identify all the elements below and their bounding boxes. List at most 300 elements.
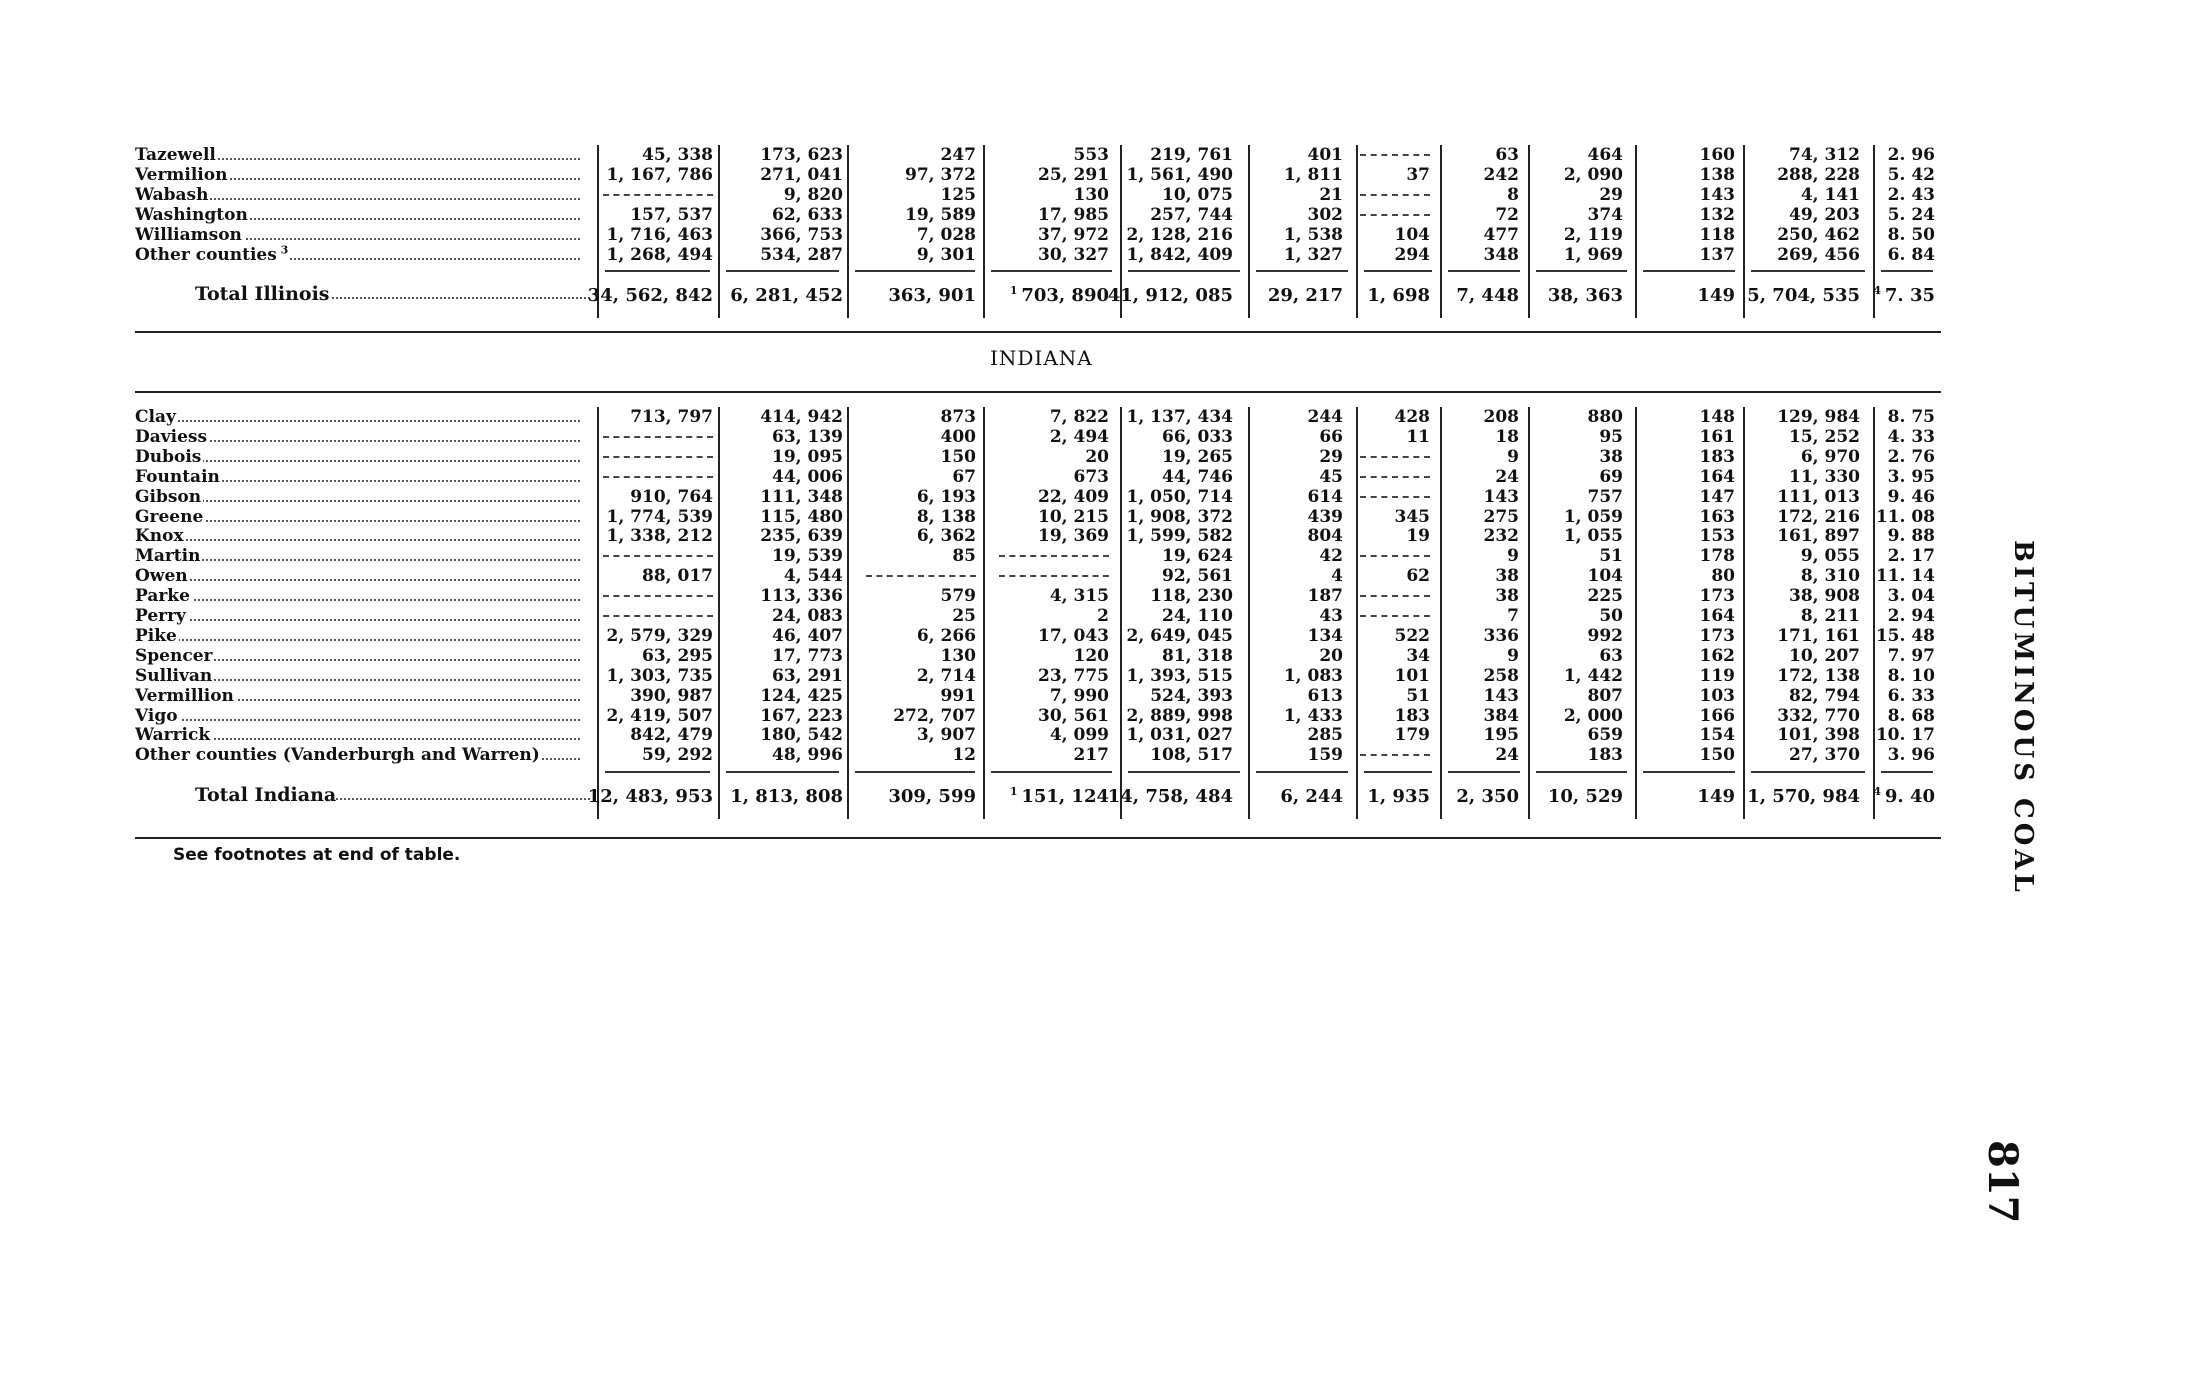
county-name: [135, 546, 590, 566]
table-cell: 348: [1483, 244, 1519, 265]
table-cell: 2. 94: [1887, 606, 1935, 626]
table-cell: 178: [1699, 546, 1735, 567]
table-cell: 37: [1406, 164, 1430, 185]
table-row: [135, 447, 1941, 467]
county-name: [135, 185, 590, 205]
table-cell: 66, 033: [1162, 426, 1233, 447]
total-cell: 10, 529: [1547, 786, 1623, 808]
empty-cell-dash: [1360, 456, 1430, 458]
indiana-heading: INDIANA: [990, 346, 1093, 370]
table-cell: 757: [1587, 486, 1623, 507]
subtotal-rule: [1643, 771, 1735, 773]
subtotal-rule: [1448, 270, 1520, 272]
table-cell: 104: [1587, 566, 1623, 587]
empty-cell-dash: [603, 456, 713, 458]
table-cell: 120: [1073, 645, 1109, 666]
table-cell: 15. 48: [1875, 625, 1935, 646]
running-head-text: BITUMINOUS COAL: [2008, 540, 2038, 896]
table-cell: 111, 348: [760, 486, 843, 507]
table-cell: 272, 707: [893, 705, 976, 726]
table-cell: 143: [1483, 685, 1519, 706]
county-name: [135, 725, 590, 745]
table-cell: 124, 425: [760, 685, 843, 706]
table-cell: 2, 889, 998: [1126, 705, 1233, 726]
table-cell: 81, 318: [1162, 645, 1233, 666]
leader-dots: [135, 599, 580, 601]
total-cell: 38, 363: [1547, 285, 1623, 307]
table-cell: 130: [940, 645, 976, 666]
table-row: [135, 646, 1941, 666]
table-cell: 614: [1307, 486, 1343, 507]
table-cell: 63: [1495, 145, 1519, 165]
county-label: Clay: [135, 407, 176, 427]
leader-dots: [135, 539, 580, 541]
table-cell: 9: [1507, 546, 1519, 567]
table-cell: 179: [1394, 725, 1430, 746]
county-label: Greene: [135, 506, 204, 527]
table-cell: 67: [952, 466, 976, 487]
table-row: [135, 666, 1941, 686]
table-cell: 9, 055: [1800, 546, 1860, 567]
table-cell: 524, 393: [1150, 685, 1233, 706]
table-cell: 24, 110: [1162, 606, 1233, 626]
page-number: [1979, 1140, 2040, 1224]
table-cell: 11. 08: [1875, 506, 1935, 527]
county-label: Daviess: [135, 426, 208, 447]
table-cell: 242: [1483, 164, 1519, 185]
total-cell: 12, 483, 953: [587, 786, 713, 808]
table-cell: 522: [1394, 625, 1430, 646]
table-cell: 150: [940, 446, 976, 467]
table-cell: 10. 17: [1875, 725, 1935, 746]
county-label: Other counties (Vanderburgh and Warren): [135, 745, 540, 766]
table-cell: 288, 228: [1777, 164, 1860, 185]
table-cell: 7, 822: [1049, 407, 1109, 427]
table-cell: 85: [952, 546, 976, 567]
table-cell: 401: [1307, 145, 1343, 165]
table-cell: 2. 43: [1887, 184, 1935, 205]
table-cell: 1, 055: [1563, 526, 1623, 547]
table-cell: 6, 362: [916, 526, 976, 547]
table-cell: 3. 04: [1887, 586, 1935, 607]
table-cell: 250, 462: [1777, 224, 1860, 245]
county-name: [135, 507, 590, 527]
table-cell: 3, 907: [916, 725, 976, 746]
total-cell: 7, 448: [1456, 285, 1519, 307]
table-row: [135, 507, 1941, 527]
table-cell: 104: [1394, 224, 1430, 245]
table-cell: 173: [1699, 586, 1735, 607]
total-cell: $^4$ 9. 40: [1873, 785, 1935, 808]
table-cell: 180, 542: [760, 725, 843, 746]
table-row: [135, 205, 1941, 225]
table-cell: 2. 96: [1887, 145, 1935, 165]
table-cell: 9, 301: [916, 244, 976, 265]
table-cell: 45: [1319, 466, 1343, 487]
illinois-bottom-rule: [135, 331, 1941, 333]
table-row: [135, 586, 1941, 606]
county-name: [135, 586, 590, 606]
county-name: [135, 706, 590, 726]
county-label: Gibson: [135, 486, 202, 507]
county-label: Martin: [135, 546, 201, 567]
leader-dots: [135, 619, 580, 621]
table-cell: 187: [1307, 586, 1343, 607]
total-label: [195, 785, 590, 805]
table-cell: 159: [1307, 745, 1343, 766]
table-cell: 167, 223: [760, 705, 843, 726]
table-cell: 97, 372: [905, 164, 976, 185]
table-cell: 384: [1483, 705, 1519, 726]
total-label-text: Total Illinois: [195, 284, 330, 305]
county-label: Sullivan: [135, 665, 213, 686]
table-cell: 374: [1587, 204, 1623, 225]
indiana-table: [135, 407, 1941, 819]
table-cell: 74, 312: [1789, 145, 1860, 165]
total-cell: 14, 758, 484: [1107, 786, 1233, 808]
table-cell: 6. 33: [1887, 685, 1935, 706]
table-cell: 659: [1587, 725, 1623, 746]
table-cell: 118: [1699, 224, 1735, 245]
table-cell: 9. 88: [1887, 526, 1935, 547]
county-name: [135, 205, 590, 225]
empty-cell-dash: [603, 194, 713, 196]
total-cell: 1, 813, 808: [730, 786, 843, 808]
table-cell: 2, 579, 329: [606, 625, 713, 646]
table-cell: 807: [1587, 685, 1623, 706]
table-cell: 108, 517: [1150, 745, 1233, 766]
total-cell: 1, 935: [1367, 786, 1430, 808]
table-cell: 8, 211: [1800, 606, 1860, 626]
table-cell: 111, 013: [1777, 486, 1860, 507]
table-cell: 7. 97: [1887, 645, 1935, 666]
table-cell: 24: [1495, 745, 1519, 766]
table-cell: 34: [1406, 645, 1430, 666]
subtotal-rule: [1364, 270, 1432, 272]
table-row: [135, 546, 1941, 566]
table-cell: 4, 315: [1049, 586, 1109, 607]
table-cell: 154: [1699, 725, 1735, 746]
county-label: Vermilion: [135, 164, 228, 185]
table-cell: 62: [1406, 566, 1430, 587]
empty-cell-dash: [603, 436, 713, 438]
table-cell: 1, 433: [1283, 705, 1343, 726]
empty-cell-dash: [1360, 615, 1430, 617]
table-cell: 173: [1699, 625, 1735, 646]
table-cell: 49, 203: [1789, 204, 1860, 225]
empty-cell-dash: [1360, 496, 1430, 498]
table-cell: 12: [952, 745, 976, 766]
table-cell: 161, 897: [1777, 526, 1860, 547]
table-cell: 63: [1599, 645, 1623, 666]
table-row: [135, 725, 1941, 745]
table-row: [135, 145, 1941, 165]
county-name: [135, 145, 590, 165]
table-cell: 1, 338, 212: [606, 526, 713, 547]
indiana-bottom-rule: [135, 837, 1941, 839]
empty-cell-dash: [1360, 754, 1430, 756]
table-cell: 1, 327: [1283, 244, 1343, 265]
table-cell: 22, 409: [1038, 486, 1109, 507]
table-cell: 153: [1699, 526, 1735, 547]
table-cell: 62, 633: [772, 204, 843, 225]
table-cell: 235, 639: [760, 526, 843, 547]
table-cell: 50: [1599, 606, 1623, 626]
subtotal-rule: [991, 270, 1112, 272]
total-cell: 29, 217: [1267, 285, 1343, 307]
empty-cell-dash: [603, 476, 713, 478]
table-cell: 164: [1699, 466, 1735, 487]
total-cell: $^1$ 151, 124: [1009, 785, 1109, 808]
table-cell: 25: [952, 606, 976, 626]
county-label: Dubois: [135, 446, 202, 467]
table-row: [135, 566, 1941, 586]
running-head: [2008, 540, 2040, 896]
table-cell: 345: [1394, 506, 1430, 527]
table-cell: 6, 266: [916, 625, 976, 646]
county-label: Spencer: [135, 645, 213, 666]
table-cell: 4, 544: [783, 566, 843, 587]
table-cell: 183: [1394, 705, 1430, 726]
table-cell: 1, 774, 539: [606, 506, 713, 527]
table-cell: 1, 538: [1283, 224, 1343, 245]
county-name: [135, 745, 590, 765]
total-cell: 149: [1697, 786, 1735, 808]
table-cell: 30, 561: [1038, 705, 1109, 726]
table-cell: 390, 987: [630, 685, 713, 706]
total-cell: $^4$ 7. 35: [1873, 284, 1935, 307]
table-cell: 72: [1495, 204, 1519, 225]
table-cell: 30, 327: [1038, 244, 1109, 265]
leader-dots: [135, 579, 580, 581]
county-name: [135, 606, 590, 626]
total-cell: 1, 570, 984: [1747, 786, 1860, 808]
total-label-text: Total Indiana: [195, 785, 337, 806]
table-cell: 5. 42: [1887, 164, 1935, 185]
table-cell: 161: [1699, 426, 1735, 447]
table-cell: 1, 059: [1563, 506, 1623, 527]
subtotal-rule: [1128, 771, 1240, 773]
table-row: [135, 245, 1941, 265]
table-cell: 19, 369: [1038, 526, 1109, 547]
table-cell: 132: [1699, 204, 1735, 225]
subtotal-rule: [726, 270, 839, 272]
table-cell: 1, 842, 409: [1126, 244, 1233, 265]
table-cell: 183: [1699, 446, 1735, 467]
table-cell: 1, 167, 786: [606, 164, 713, 185]
table-cell: 163: [1699, 506, 1735, 527]
table-row: [135, 487, 1941, 507]
table-cell: 95: [1599, 426, 1623, 447]
table-cell: 8, 310: [1800, 566, 1860, 587]
page-number-text: 817: [1979, 1140, 2026, 1224]
total-cell: 1, 698: [1367, 285, 1430, 307]
table-cell: 66: [1319, 426, 1343, 447]
county-name: [135, 245, 590, 265]
table-cell: 38, 908: [1789, 586, 1860, 607]
subtotal-rule: [605, 270, 710, 272]
table-cell: 103: [1699, 685, 1735, 706]
table-cell: 7: [1507, 606, 1519, 626]
table-cell: 1, 599, 582: [1126, 526, 1233, 547]
table-cell: 3. 96: [1887, 745, 1935, 766]
table-cell: 332, 770: [1777, 705, 1860, 726]
table-cell: 414, 942: [760, 407, 843, 427]
table-cell: 19, 539: [772, 546, 843, 567]
table-cell: 29: [1599, 184, 1623, 205]
table-cell: 82, 794: [1789, 685, 1860, 706]
total-cell: 5, 704, 535: [1747, 285, 1860, 307]
empty-cell-dash: [999, 575, 1109, 577]
table-cell: 19: [1406, 526, 1430, 547]
county-label: Knox: [135, 526, 184, 547]
table-cell: 113, 336: [760, 586, 843, 607]
table-cell: 18: [1495, 426, 1519, 447]
table-cell: 910, 764: [630, 486, 713, 507]
subtotal-rule: [991, 771, 1112, 773]
table-cell: 2, 128, 216: [1126, 224, 1233, 245]
table-cell: 172, 138: [1777, 665, 1860, 686]
table-cell: 143: [1483, 486, 1519, 507]
total-label: [195, 284, 590, 304]
subtotal-rule: [1256, 771, 1348, 773]
table-cell: 8: [1507, 184, 1519, 205]
table-cell: 1, 969: [1563, 244, 1623, 265]
table-cell: 880: [1587, 407, 1623, 427]
table-cell: 17, 043: [1038, 625, 1109, 646]
table-cell: 2. 76: [1887, 446, 1935, 467]
table-cell: 9: [1507, 446, 1519, 467]
total-cell: 34, 562, 842: [587, 285, 713, 307]
county-label: Other counties $^3$: [135, 244, 289, 265]
total-cell: 363, 901: [888, 285, 976, 307]
table-cell: 17, 985: [1038, 204, 1109, 225]
county-label: Washington: [135, 204, 248, 225]
table-cell: 29: [1319, 446, 1343, 467]
footnote-marker: 4: [1873, 284, 1885, 298]
table-cell: 2, 649, 045: [1126, 625, 1233, 646]
table-cell: 19, 589: [905, 204, 976, 225]
table-cell: 4, 099: [1049, 725, 1109, 746]
footnote-marker: 4: [1873, 785, 1885, 799]
total-cell: 6, 244: [1280, 786, 1343, 808]
table-cell: 69: [1599, 466, 1623, 487]
empty-cell-dash: [999, 555, 1109, 557]
table-cell: 7, 028: [916, 224, 976, 245]
table-cell: 23, 775: [1038, 665, 1109, 686]
table-cell: 150: [1699, 745, 1735, 766]
table-cell: 11: [1406, 426, 1430, 447]
table-cell: 225: [1587, 586, 1623, 607]
table-cell: 400: [940, 426, 976, 447]
table-cell: 294: [1394, 244, 1430, 265]
county-name: [135, 626, 590, 646]
county-name: [135, 427, 590, 447]
table-cell: 258: [1483, 665, 1519, 686]
empty-cell-dash: [1360, 555, 1430, 557]
table-cell: 2, 119: [1563, 224, 1623, 245]
table-row: [135, 467, 1941, 487]
table-cell: 553: [1073, 145, 1109, 165]
table-cell: 148: [1699, 407, 1735, 427]
table-cell: 271, 041: [760, 164, 843, 185]
total-cell: 6, 281, 452: [730, 285, 843, 307]
county-label: Pike: [135, 625, 177, 646]
empty-cell-dash: [1360, 154, 1430, 156]
table-cell: 15, 252: [1789, 426, 1860, 447]
county-label: Williamson: [135, 224, 242, 245]
table-cell: 19, 095: [772, 446, 843, 467]
table-cell: 88, 017: [642, 566, 713, 587]
subtotal-rule: [726, 771, 839, 773]
table-cell: 157, 537: [630, 204, 713, 225]
table-cell: 1, 393, 515: [1126, 665, 1233, 686]
table-row: [135, 626, 1941, 646]
table-cell: 173, 623: [760, 145, 843, 165]
table-cell: 166: [1699, 705, 1735, 726]
subtotal-rule: [1128, 270, 1240, 272]
table-cell: 1, 908, 372: [1126, 506, 1233, 527]
table-cell: 11, 330: [1789, 466, 1860, 487]
county-label: Wabash: [135, 184, 209, 205]
subtotal-rule: [1881, 270, 1933, 272]
subtotal-rule: [605, 771, 710, 773]
table-cell: 115, 480: [760, 506, 843, 527]
table-cell: 38: [1599, 446, 1623, 467]
table-cell: 24, 083: [772, 606, 843, 626]
empty-cell-dash: [603, 595, 713, 597]
footnote-marker: 1: [1009, 785, 1022, 799]
empty-cell-dash: [1360, 194, 1430, 196]
table-cell: 275: [1483, 506, 1519, 527]
table-cell: 1, 083: [1283, 665, 1343, 686]
table-cell: 5. 24: [1887, 204, 1935, 225]
table-cell: 59, 292: [642, 745, 713, 766]
table-row: [135, 526, 1941, 546]
table-cell: 195: [1483, 725, 1519, 746]
table-cell: 2, 000: [1563, 705, 1623, 726]
table-cell: 9: [1507, 645, 1519, 666]
table-cell: 20: [1085, 446, 1109, 467]
table-row: [135, 427, 1941, 447]
table-cell: 302: [1307, 204, 1343, 225]
county-name: [135, 407, 590, 427]
table-row: [135, 185, 1941, 205]
county-name: [135, 447, 590, 467]
table-cell: 1, 137, 434: [1126, 407, 1233, 427]
table-cell: 125: [940, 184, 976, 205]
table-cell: 137: [1699, 244, 1735, 265]
table-cell: 10, 207: [1789, 645, 1860, 666]
county-name: [135, 666, 590, 686]
table-cell: 713, 797: [630, 407, 713, 427]
table-cell: 9. 46: [1887, 486, 1935, 507]
table-cell: 1, 561, 490: [1126, 164, 1233, 185]
table-cell: 232: [1483, 526, 1519, 547]
leader-dots: [135, 420, 580, 422]
table-cell: 19, 265: [1162, 446, 1233, 467]
table-cell: 842, 479: [630, 725, 713, 746]
table-cell: 9, 820: [783, 184, 843, 205]
table-cell: 464: [1587, 145, 1623, 165]
table-cell: 138: [1699, 164, 1735, 185]
table-cell: 1, 031, 027: [1126, 725, 1233, 746]
table-cell: 143: [1699, 184, 1735, 205]
table-row: [135, 745, 1941, 765]
table-cell: 247: [940, 145, 976, 165]
table-cell: 1, 716, 463: [606, 224, 713, 245]
county-name: [135, 225, 590, 245]
